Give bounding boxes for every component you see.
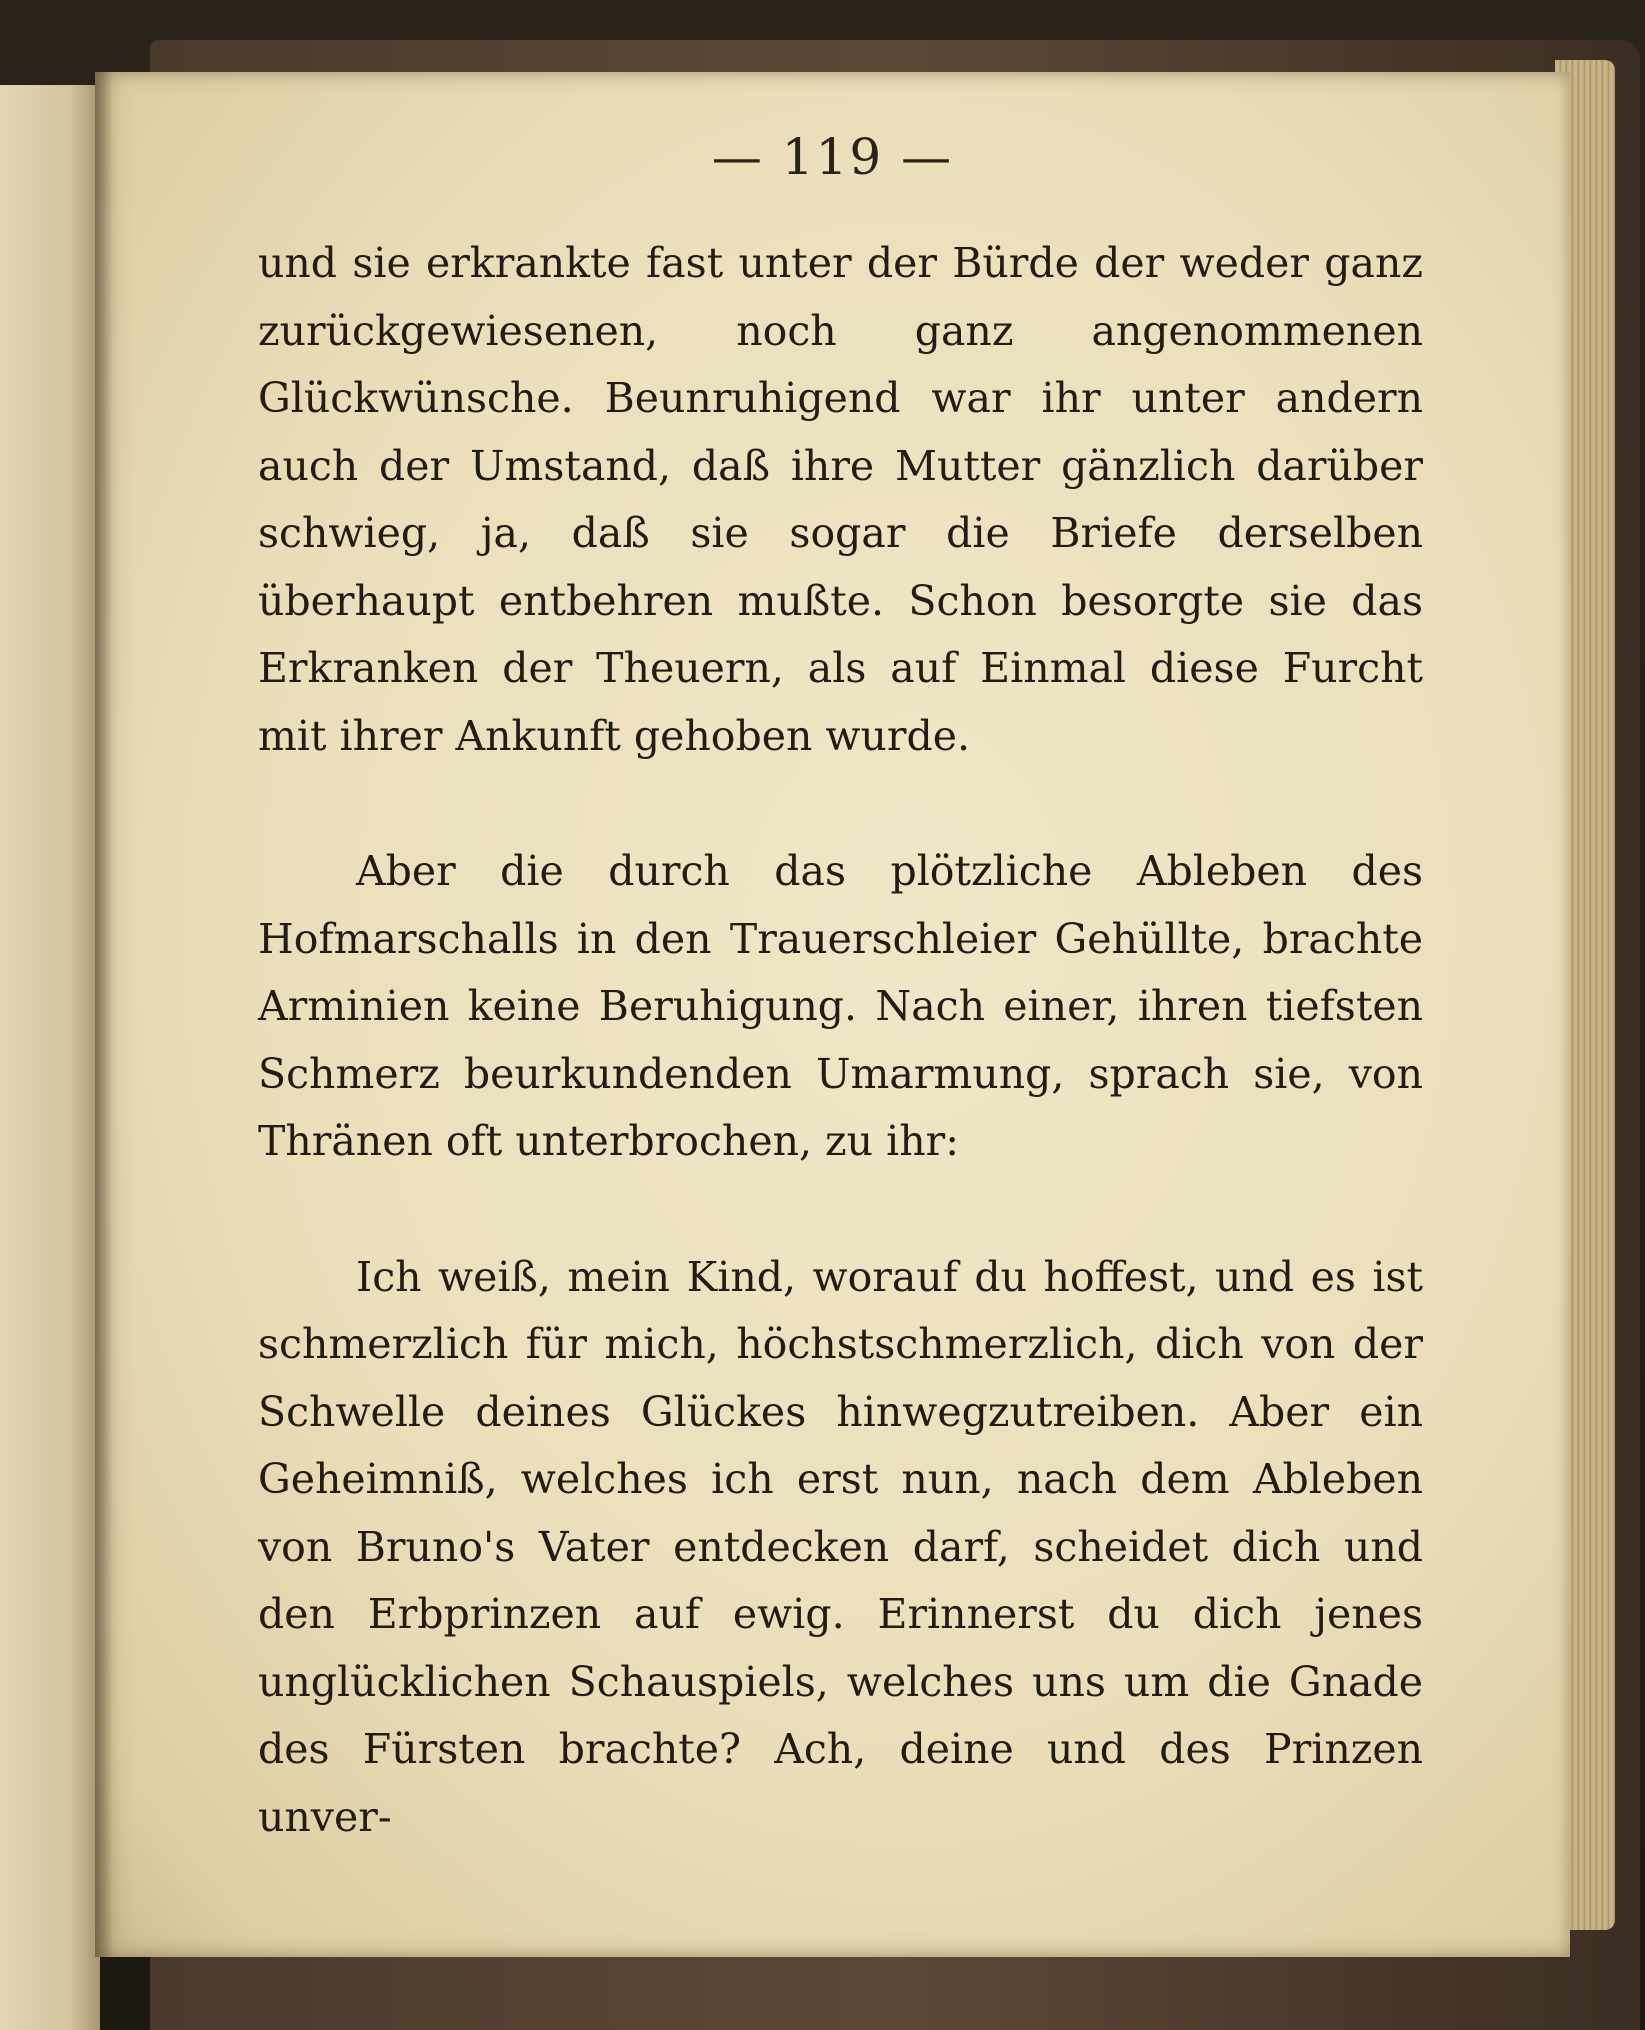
page-number: — 119 —	[711, 128, 954, 186]
paragraph-2: Aber die durch das plötzliche Ableben des Hofmarschalls in den Trauerschleier Gehüllte, brachte Arminien keine Beruhigung. Nach einer, ihren tiefsten Schmerz beurkundenden Umarmung, sprach sie, von Thränen oft unterbrochen, zu ihr:	[258, 847, 1423, 1165]
paragraph-3: Ich weiß, mein Kind, worauf du hoffest, und es ist schmerzlich für mich, höchstschmerzlich, dich von der Schwelle deines Glückes hinwegzutreiben. Aber ein Geheimniß, welches ich erst nun, nach dem Ableben von Bruno's Vater entdecken darf, scheidet dich und den Erbprinzen auf ewig. Erinnerst du dich jenes unglücklichen Schauspiels, welches uns um die Gnade des Fürsten brachte? Ach, deine und des Prinzen unver-	[258, 1252, 1423, 1841]
page-body	[258, 230, 1423, 1851]
page-gutter-shadow	[95, 72, 113, 1957]
facing-page-edge	[0, 85, 100, 2030]
paragraph-1: und sie erkrankte fast unter der Bürde der weder ganz zurückgewiesenen, noch ganz angenommenen Glückwünsche. Beunruhigend war ihr unter andern auch der Umstand, daß ihre Mutter gänzlich darüber schwieg, ja, daß sie sogar die Briefe derselben überhaupt entbehren mußte. Schon besorgte sie das Erkranken der Theuern, als auf Einmal diese Furcht mit ihrer Ankunft gehoben wurde.	[258, 239, 1423, 760]
